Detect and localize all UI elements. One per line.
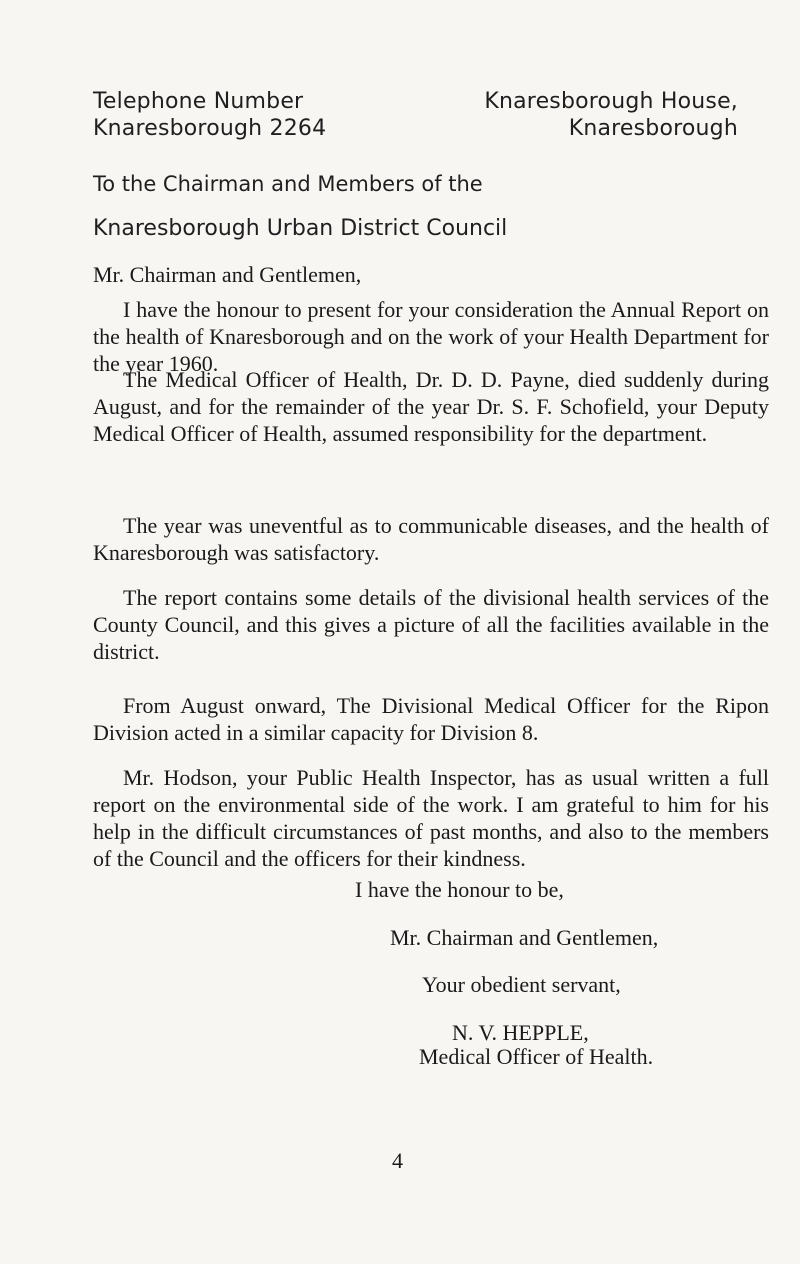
header-telephone [93, 88, 326, 142]
paragraph-intro: I have the honour to present for your consideration the Annual Report on the health of Knaresborough and on the work of your Health Department for the year 1960. [93, 297, 769, 376]
header-address-line-1: Knaresborough House, [484, 89, 738, 114]
paragraph-ripon-division: From August onward, The Divisional Medical Officer for the Ripon Division acted in a similar capacity for Division 8. [93, 693, 769, 745]
paragraph-medical-officer: The Medical Officer of Health, Dr. D. D. Payne, died suddenly during August, and for the remainder of the year Dr. S. F. Schofield, your Deputy Medical Officer of Health, assumed responsibility for the department. [93, 367, 769, 446]
paragraph-public-health-inspector: Mr. Hodson, your Public Health Inspector, has as usual written a full report on the environmental side of the work. I am grateful to him for his help in the difficult circumstances of past months, and also to the members of the Council and the officers for their kindness. [93, 765, 769, 871]
header-address-line-2: Knaresborough [568, 116, 738, 141]
addressee-line: To the Chairman and Members of the [93, 172, 483, 196]
header-address [484, 88, 738, 142]
signatory-name: N. V. HEPPLE, [452, 1020, 589, 1045]
signoff-line-1: I have the honour to be, [355, 877, 564, 902]
paragraph-communicable-diseases: The year was uneventful as to communicable diseases, and the health of Knaresborough was satisfactory. [93, 513, 769, 565]
signoff-line-3: Your obedient servant, [422, 972, 621, 997]
page-number: 4 [392, 1148, 403, 1173]
header-telephone-label: Telephone Number [93, 89, 304, 114]
council-name: Knaresborough Urban District Council [93, 216, 508, 241]
greeting: Mr. Chairman and Gentlemen, [93, 262, 362, 287]
signatory-title: Medical Officer of Health. [419, 1044, 654, 1069]
paragraph-divisional-services: The report contains some details of the divisional health services of the County Council, and this gives a picture of all the facilities available in the district. [93, 585, 769, 664]
header-telephone-number: Knaresborough 2264 [93, 116, 327, 141]
signoff-line-2: Mr. Chairman and Gentlemen, [390, 925, 659, 950]
